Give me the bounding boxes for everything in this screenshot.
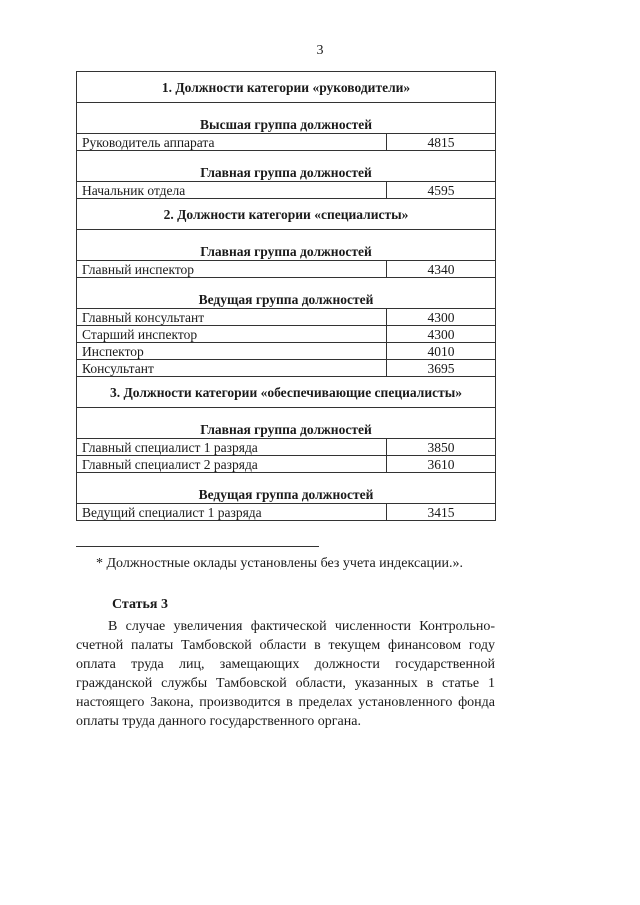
group-title: Главная группа должностей [77, 408, 496, 439]
salary-value: 4300 [387, 309, 496, 326]
position-name: Консультант [77, 360, 387, 377]
table-row [77, 309, 496, 326]
table-row [77, 261, 496, 278]
category-row [77, 377, 496, 408]
group-title: Ведущая группа должностей [77, 278, 496, 309]
salary-value: 3850 [387, 439, 496, 456]
category-row [77, 199, 496, 230]
position-name: Начальник отдела [77, 182, 387, 199]
position-name: Руководитель аппарата [77, 134, 387, 151]
salary-value: 4595 [387, 182, 496, 199]
table-row [77, 134, 496, 151]
group-row [77, 151, 496, 182]
group-title: Ведущая группа должностей [77, 473, 496, 504]
group-row [77, 103, 496, 134]
position-name: Инспектор [77, 343, 387, 360]
salary-value: 4815 [387, 134, 496, 151]
group-row [77, 408, 496, 439]
salary-table-body [77, 72, 496, 521]
table-row [77, 504, 496, 521]
group-title: Высшая группа должностей [77, 103, 496, 134]
salary-value: 4010 [387, 343, 496, 360]
group-title: Главная группа должностей [77, 151, 496, 182]
group-title: Главная группа должностей [77, 230, 496, 261]
salary-value: 4340 [387, 261, 496, 278]
group-row [77, 278, 496, 309]
article-text: В случае увеличения фактической численности Контрольно-счетной палаты Тамбовской области в текущем финансовом году оплата труда лиц, замещающих должности государственной гражданской службы Тамбовской области, указанных в статье 1 настоящего Закона, производится в пределах установленного фонда оплаты труда данного государственного органа. [76, 619, 495, 729]
position-name: Ведущий специалист 1 разряда [77, 504, 387, 521]
table-row [77, 343, 496, 360]
group-row [77, 230, 496, 261]
salary-value: 3695 [387, 360, 496, 377]
category-title: 3. Должности категории «обеспечивающие специалисты» [77, 377, 496, 408]
table-row [77, 360, 496, 377]
table-row [77, 182, 496, 199]
table-row [77, 326, 496, 343]
table-row [77, 456, 496, 473]
salary-value: 3415 [387, 504, 496, 521]
article-title: Статья 3 [112, 597, 168, 612]
salary-value: 4300 [387, 326, 496, 343]
position-name: Главный инспектор [77, 261, 387, 278]
category-row [77, 72, 496, 103]
position-name: Старший инспектор [77, 326, 387, 343]
position-name: Главный консультант [77, 309, 387, 326]
position-name: Главный специалист 2 разряда [77, 456, 387, 473]
table-row [77, 439, 496, 456]
position-name: Главный специалист 1 разряда [77, 439, 387, 456]
category-title: 1. Должности категории «руководители» [77, 72, 496, 103]
category-title: 2. Должности категории «специалисты» [77, 199, 496, 230]
footnote-divider [76, 546, 319, 547]
footnote: * Должностные оклады установлены без учета индексации.». [96, 556, 464, 571]
group-row [77, 473, 496, 504]
salary-table [76, 71, 496, 521]
salary-value: 3610 [387, 456, 496, 473]
page-number: 3 [316, 43, 324, 58]
